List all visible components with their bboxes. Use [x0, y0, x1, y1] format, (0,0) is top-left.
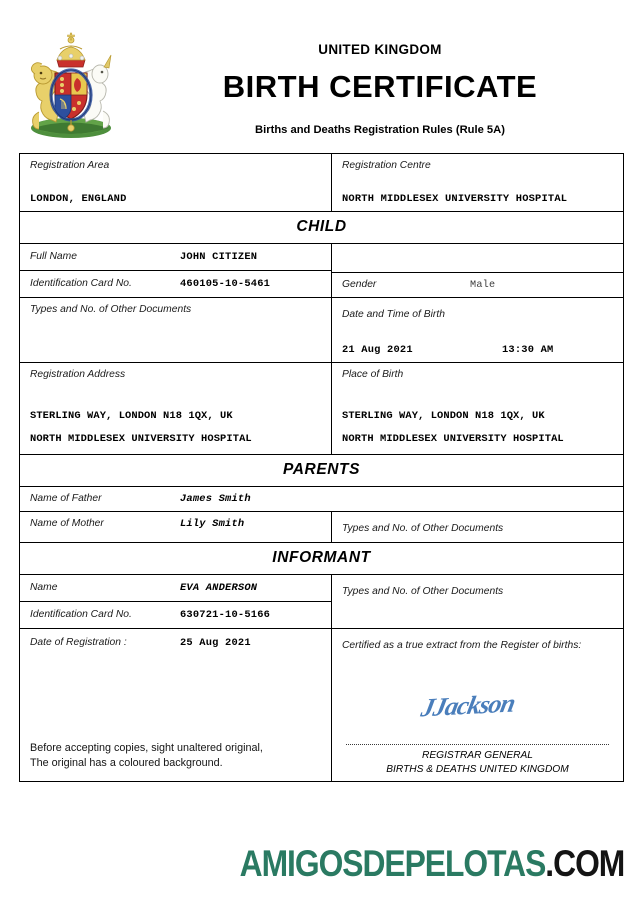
child-birth-date: 21 Aug 2021	[342, 344, 413, 356]
child-fullname-label: Full Name	[30, 251, 77, 262]
section-header-child: CHILD	[296, 218, 347, 235]
registration-date-cell	[20, 629, 332, 781]
copy-notice-line1: Before accepting copies, sight unaltered original,	[30, 741, 263, 754]
registration-rules-line: Births and Deaths Registration Rules (Rule 5A)	[255, 124, 505, 136]
registration-date-label: Date of Registration :	[30, 637, 127, 649]
table-row-mother	[20, 512, 623, 543]
registration-area-label: Registration Area	[30, 160, 110, 171]
table-row-informant-identity	[20, 575, 623, 629]
child-idcard-value: 460105-10-5461	[180, 278, 271, 290]
section-header-informant: INFORMANT	[272, 549, 371, 567]
child-gender-value: Male	[470, 280, 496, 291]
parents-other-documents-cell	[332, 512, 623, 542]
country-name: UNITED KINGDOM	[318, 42, 442, 57]
registration-address-value	[30, 402, 322, 448]
uk-royal-coat-of-arms-icon	[19, 27, 123, 145]
informant-name-row	[20, 575, 331, 602]
mother-name-label: Name of Mother	[30, 518, 104, 530]
registration-area-value: LONDON, ENGLAND	[30, 193, 127, 205]
registration-address-line2: NORTH MIDDLESEX UNIVERSITY HOSPITAL	[30, 433, 252, 446]
child-identity-cell	[20, 244, 332, 297]
place-of-birth-line2: NORTH MIDDLESEX UNIVERSITY HOSPITAL	[342, 433, 564, 446]
table-row-informant-banner	[20, 543, 623, 575]
child-idcard-row	[20, 271, 331, 297]
table-row-registration	[20, 154, 623, 212]
table-row-child-docs-dob	[20, 298, 623, 363]
table-row-parents-banner	[20, 455, 623, 487]
registration-area-cell	[20, 154, 332, 211]
copy-notice	[30, 741, 263, 772]
table-row-addresses	[20, 363, 623, 455]
registrar-signature: JJackson	[418, 689, 518, 723]
registrar-title-line2: BIRTHS & DEATHS UNITED KINGDOM	[386, 764, 569, 776]
child-fullname-value: JOHN CITIZEN	[180, 251, 258, 263]
child-other-documents-label: Types and No. of Other Documents	[30, 304, 192, 315]
registration-centre-value: NORTH MIDDLESEX UNIVERSITY HOSPITAL	[342, 193, 568, 205]
page-title: BIRTH CERTIFICATE	[222, 69, 538, 104]
registration-centre-label: Registration Centre	[342, 160, 431, 171]
mother-name-cell	[20, 512, 332, 542]
father-name-value: James Smith	[180, 493, 251, 506]
table-row-child-identity	[20, 244, 623, 298]
registration-address-line1: STERLING WAY, LONDON N18 1QX, UK	[30, 410, 233, 422]
certificate-table	[19, 153, 624, 782]
father-name-cell	[20, 487, 623, 511]
child-gender-row	[332, 272, 623, 297]
certification-cell	[332, 629, 623, 781]
watermark-tld: .COM	[545, 843, 624, 884]
child-other-documents-cell	[20, 298, 332, 362]
watermark-site-name: AMIGOSDEPELOTAS	[239, 843, 546, 884]
table-row-child-banner	[20, 212, 623, 244]
child-dob-cell	[332, 298, 623, 362]
certificate-header	[0, 0, 643, 136]
place-of-birth-cell	[332, 363, 623, 454]
registration-address-label: Registration Address	[30, 369, 126, 380]
registrar-title-block	[332, 749, 623, 777]
site-watermark	[239, 843, 624, 885]
informant-idcard-value: 630721-10-5166	[180, 609, 271, 622]
child-dob-label: Date and Time of Birth	[342, 309, 445, 320]
child-birth-time: 13:30 AM	[502, 344, 554, 356]
informant-idcard-row	[20, 602, 331, 628]
certification-statement: Certified as a true extract from the Register of births:	[342, 640, 582, 652]
section-header-parents: PARENTS	[282, 461, 361, 479]
registration-date-value: 25 Aug 2021	[180, 637, 251, 650]
copy-notice-line2: The original has a coloured background.	[30, 757, 223, 770]
informant-other-documents-label: Types and No. of Other Documents	[342, 586, 504, 598]
child-dob-values	[342, 344, 614, 356]
table-row-certification	[20, 629, 623, 781]
parents-other-documents-label: Types and No. of Other Documents	[342, 523, 504, 535]
signature-dotted-line	[346, 744, 609, 745]
registration-date-row	[30, 637, 322, 649]
child-fullname-row	[20, 244, 331, 271]
child-gender-cell	[332, 244, 623, 297]
registrar-title-line1: REGISTRAR GENERAL	[422, 750, 533, 762]
child-idcard-label: Identification Card No.	[30, 278, 132, 289]
header-title-block	[130, 0, 630, 104]
registration-address-cell	[20, 363, 332, 454]
informant-idcard-label: Identification Card No.	[30, 609, 132, 621]
place-of-birth-line1: STERLING WAY, LONDON N18 1QX, UK	[342, 410, 545, 422]
informant-name-value: EVA ANDERSON	[180, 582, 258, 595]
place-of-birth-value	[342, 402, 614, 448]
informant-identity-cell	[20, 575, 332, 628]
father-name-label: Name of Father	[30, 493, 102, 505]
mother-name-value: Lily Smith	[180, 518, 245, 531]
child-gender-label: Gender	[342, 279, 377, 290]
informant-name-label: Name	[30, 582, 58, 594]
informant-other-documents-cell	[332, 575, 623, 628]
place-of-birth-label: Place of Birth	[342, 369, 404, 380]
table-row-father	[20, 487, 623, 512]
registration-centre-cell	[332, 154, 623, 211]
child-gender-spacer	[332, 247, 623, 272]
